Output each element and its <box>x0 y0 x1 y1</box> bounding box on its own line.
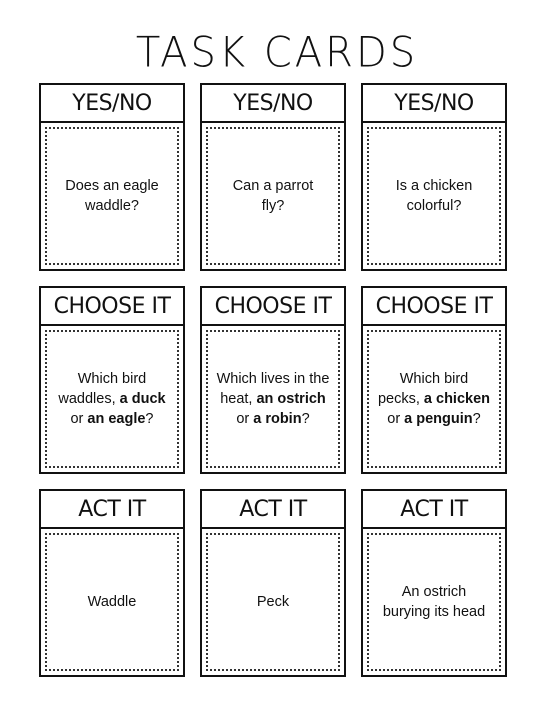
task-card <box>361 489 507 677</box>
card-prompt-text <box>58 369 165 429</box>
answer-choice: an eagle <box>87 411 146 427</box>
page-title: TASK CARDS <box>135 28 419 78</box>
card-header: ACT IT <box>41 491 183 529</box>
prompt-text: ? <box>145 411 154 427</box>
card-header: YES/NO <box>202 85 344 123</box>
card-header: YES/NO <box>41 85 183 123</box>
card-header: CHOOSE IT <box>363 288 505 326</box>
prompt-text: pecks, <box>377 391 424 407</box>
task-card <box>200 83 346 271</box>
card-header: ACT IT <box>363 491 505 529</box>
prompt-text: waddle? <box>84 198 139 214</box>
prompt-text: Can a parrot <box>232 178 314 194</box>
card-prompt <box>45 127 179 265</box>
answer-choice: a robin <box>253 411 302 427</box>
task-card <box>39 489 185 677</box>
answer-choice: a penguin <box>404 411 473 427</box>
prompt-text: Which lives in the <box>216 371 330 387</box>
prompt-text: Does an eagle <box>65 178 159 194</box>
answer-choice: a duck <box>119 391 166 407</box>
card-prompt <box>206 127 340 265</box>
prompt-text: Which bird <box>77 371 147 387</box>
card-prompt-text <box>396 176 473 216</box>
card-prompt <box>45 533 179 671</box>
card-prompt-text <box>378 369 490 429</box>
card-prompt <box>367 330 501 468</box>
prompt-text: or <box>236 411 254 427</box>
prompt-text: Peck <box>256 594 290 610</box>
card-prompt-text <box>257 592 289 612</box>
prompt-text: An ostrich <box>401 584 467 600</box>
card-prompt <box>367 533 501 671</box>
prompt-text: or <box>70 411 88 427</box>
task-card <box>39 83 185 271</box>
prompt-text: Which bird <box>399 371 469 387</box>
card-header: CHOOSE IT <box>202 288 344 326</box>
answer-choice: an ostrich <box>256 391 326 407</box>
task-card <box>200 489 346 677</box>
card-prompt <box>367 127 501 265</box>
prompt-text: Is a chicken <box>395 178 473 194</box>
prompt-text: waddles, <box>58 391 120 407</box>
card-header: YES/NO <box>363 85 505 123</box>
prompt-text: burying its head <box>382 604 486 620</box>
prompt-text: heat, <box>220 391 257 407</box>
task-card <box>361 83 507 271</box>
card-prompt-text <box>383 582 485 622</box>
task-card <box>39 286 185 474</box>
card-header: CHOOSE IT <box>41 288 183 326</box>
card-prompt-text <box>65 176 159 216</box>
card-header: ACT IT <box>202 491 344 529</box>
prompt-text: Waddle <box>87 594 137 610</box>
answer-choice: a chicken <box>423 391 491 407</box>
card-prompt-text <box>233 176 314 216</box>
task-card <box>361 286 507 474</box>
card-prompt <box>206 533 340 671</box>
prompt-text: ? <box>472 411 481 427</box>
task-card <box>200 286 346 474</box>
prompt-text: ? <box>301 411 310 427</box>
prompt-text: colorful? <box>406 198 462 214</box>
card-prompt <box>45 330 179 468</box>
prompt-text: or <box>387 411 405 427</box>
card-prompt-text <box>217 369 330 429</box>
card-prompt-text <box>88 592 137 612</box>
prompt-text: fly? <box>261 198 285 214</box>
card-prompt <box>206 330 340 468</box>
